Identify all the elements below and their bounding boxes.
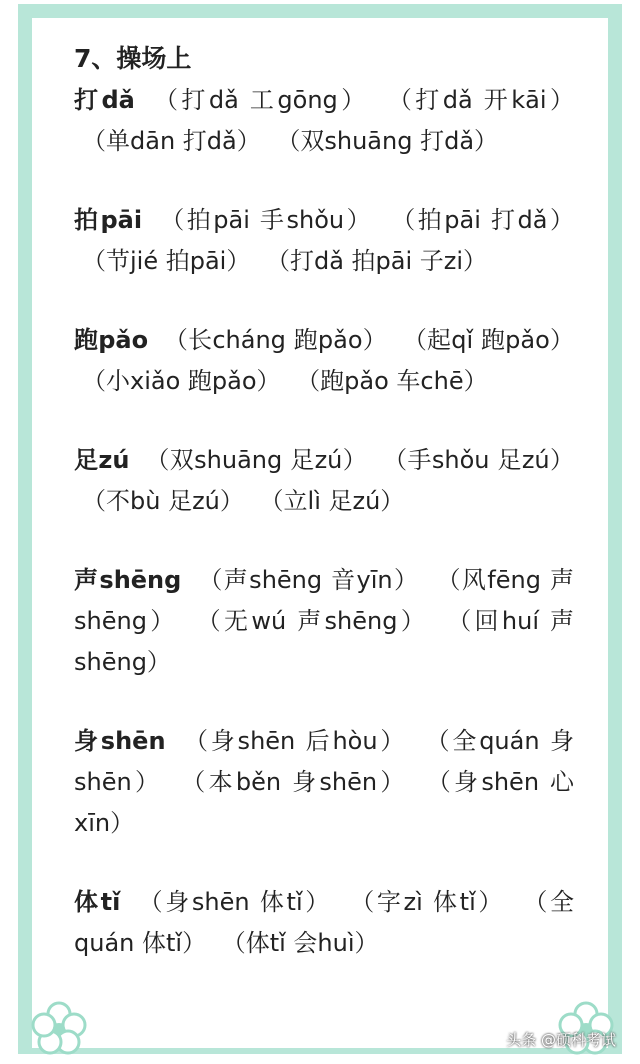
entry-word: （双shuāng 打dǎ） [276, 127, 499, 155]
entry-word: （回huí 声shēng） [74, 607, 574, 676]
entry-word: （本běn 身shēn） [181, 768, 408, 796]
vocabulary-entry [74, 882, 574, 964]
entry-word: （声shēng 音yīn） [198, 566, 420, 594]
entry-word: （全quán 身shēn） [74, 727, 574, 796]
entry-character: 拍pāi [74, 206, 143, 234]
entry-word: （打dǎ 工gōng） [153, 86, 369, 114]
entry-word: （小xiǎo 跑pǎo） [82, 367, 281, 395]
entry-word: （单dān 打dǎ） [82, 127, 261, 155]
vocabulary-entry [74, 200, 574, 282]
vocabulary-entry [74, 320, 574, 402]
watermark: 头条 @硕科考试 [506, 1031, 616, 1049]
entry-word: （节jié 拍pāi） [82, 247, 251, 275]
entry-word: （不bù 足zú） [82, 487, 244, 515]
vocabulary-entry [74, 440, 574, 522]
entry-word: （手shǒu 足zú） [383, 446, 574, 474]
entry-word: （身shēn 体tǐ） [138, 888, 332, 916]
entry-word: （双shuāng 足zú） [145, 446, 368, 474]
entry-character: 身shēn [74, 727, 166, 755]
entry-character: 体tǐ [74, 888, 121, 916]
vocabulary-list [74, 80, 574, 964]
entry-word: （起qǐ 跑pǎo） [402, 326, 574, 354]
entry-word: （跑pǎo 车chē） [296, 367, 488, 395]
vocabulary-entry [74, 560, 574, 683]
entry-word: （长cháng 跑pǎo） [163, 326, 387, 354]
entry-character: 打dǎ [74, 86, 135, 114]
vocabulary-entry [74, 721, 574, 844]
flower-icon [28, 1000, 90, 1058]
vocabulary-entry [74, 80, 574, 162]
entry-word: （身shēn 后hòu） [183, 727, 408, 755]
entry-word: （字zì 体tǐ） [350, 888, 506, 916]
lesson-title: 7、操场上 [74, 44, 192, 73]
entry-word: （体tǐ 会huì） [221, 929, 379, 957]
entry-word: （身shēn 心xīn） [74, 768, 574, 837]
entry-character: 足zú [74, 446, 130, 474]
entry-word: （全quán 体tǐ） [74, 888, 574, 957]
entry-word: （拍pāi 手shǒu） [160, 206, 374, 234]
entry-character: 声shēng [74, 566, 182, 594]
content-card [32, 18, 608, 1048]
entry-character: 跑pǎo [74, 326, 149, 354]
entry-word: （拍pāi 打dǎ） [391, 206, 574, 234]
entry-word: （无wú 声shēng） [196, 607, 429, 635]
entry-word: （风fēng 声shēng） [74, 566, 575, 635]
entry-word: （打dǎ 拍pāi 子zi） [265, 247, 488, 275]
entry-word: （立lì 足zú） [259, 487, 405, 515]
content [74, 40, 574, 1002]
entry-word: （打dǎ 开kāi） [387, 86, 574, 114]
